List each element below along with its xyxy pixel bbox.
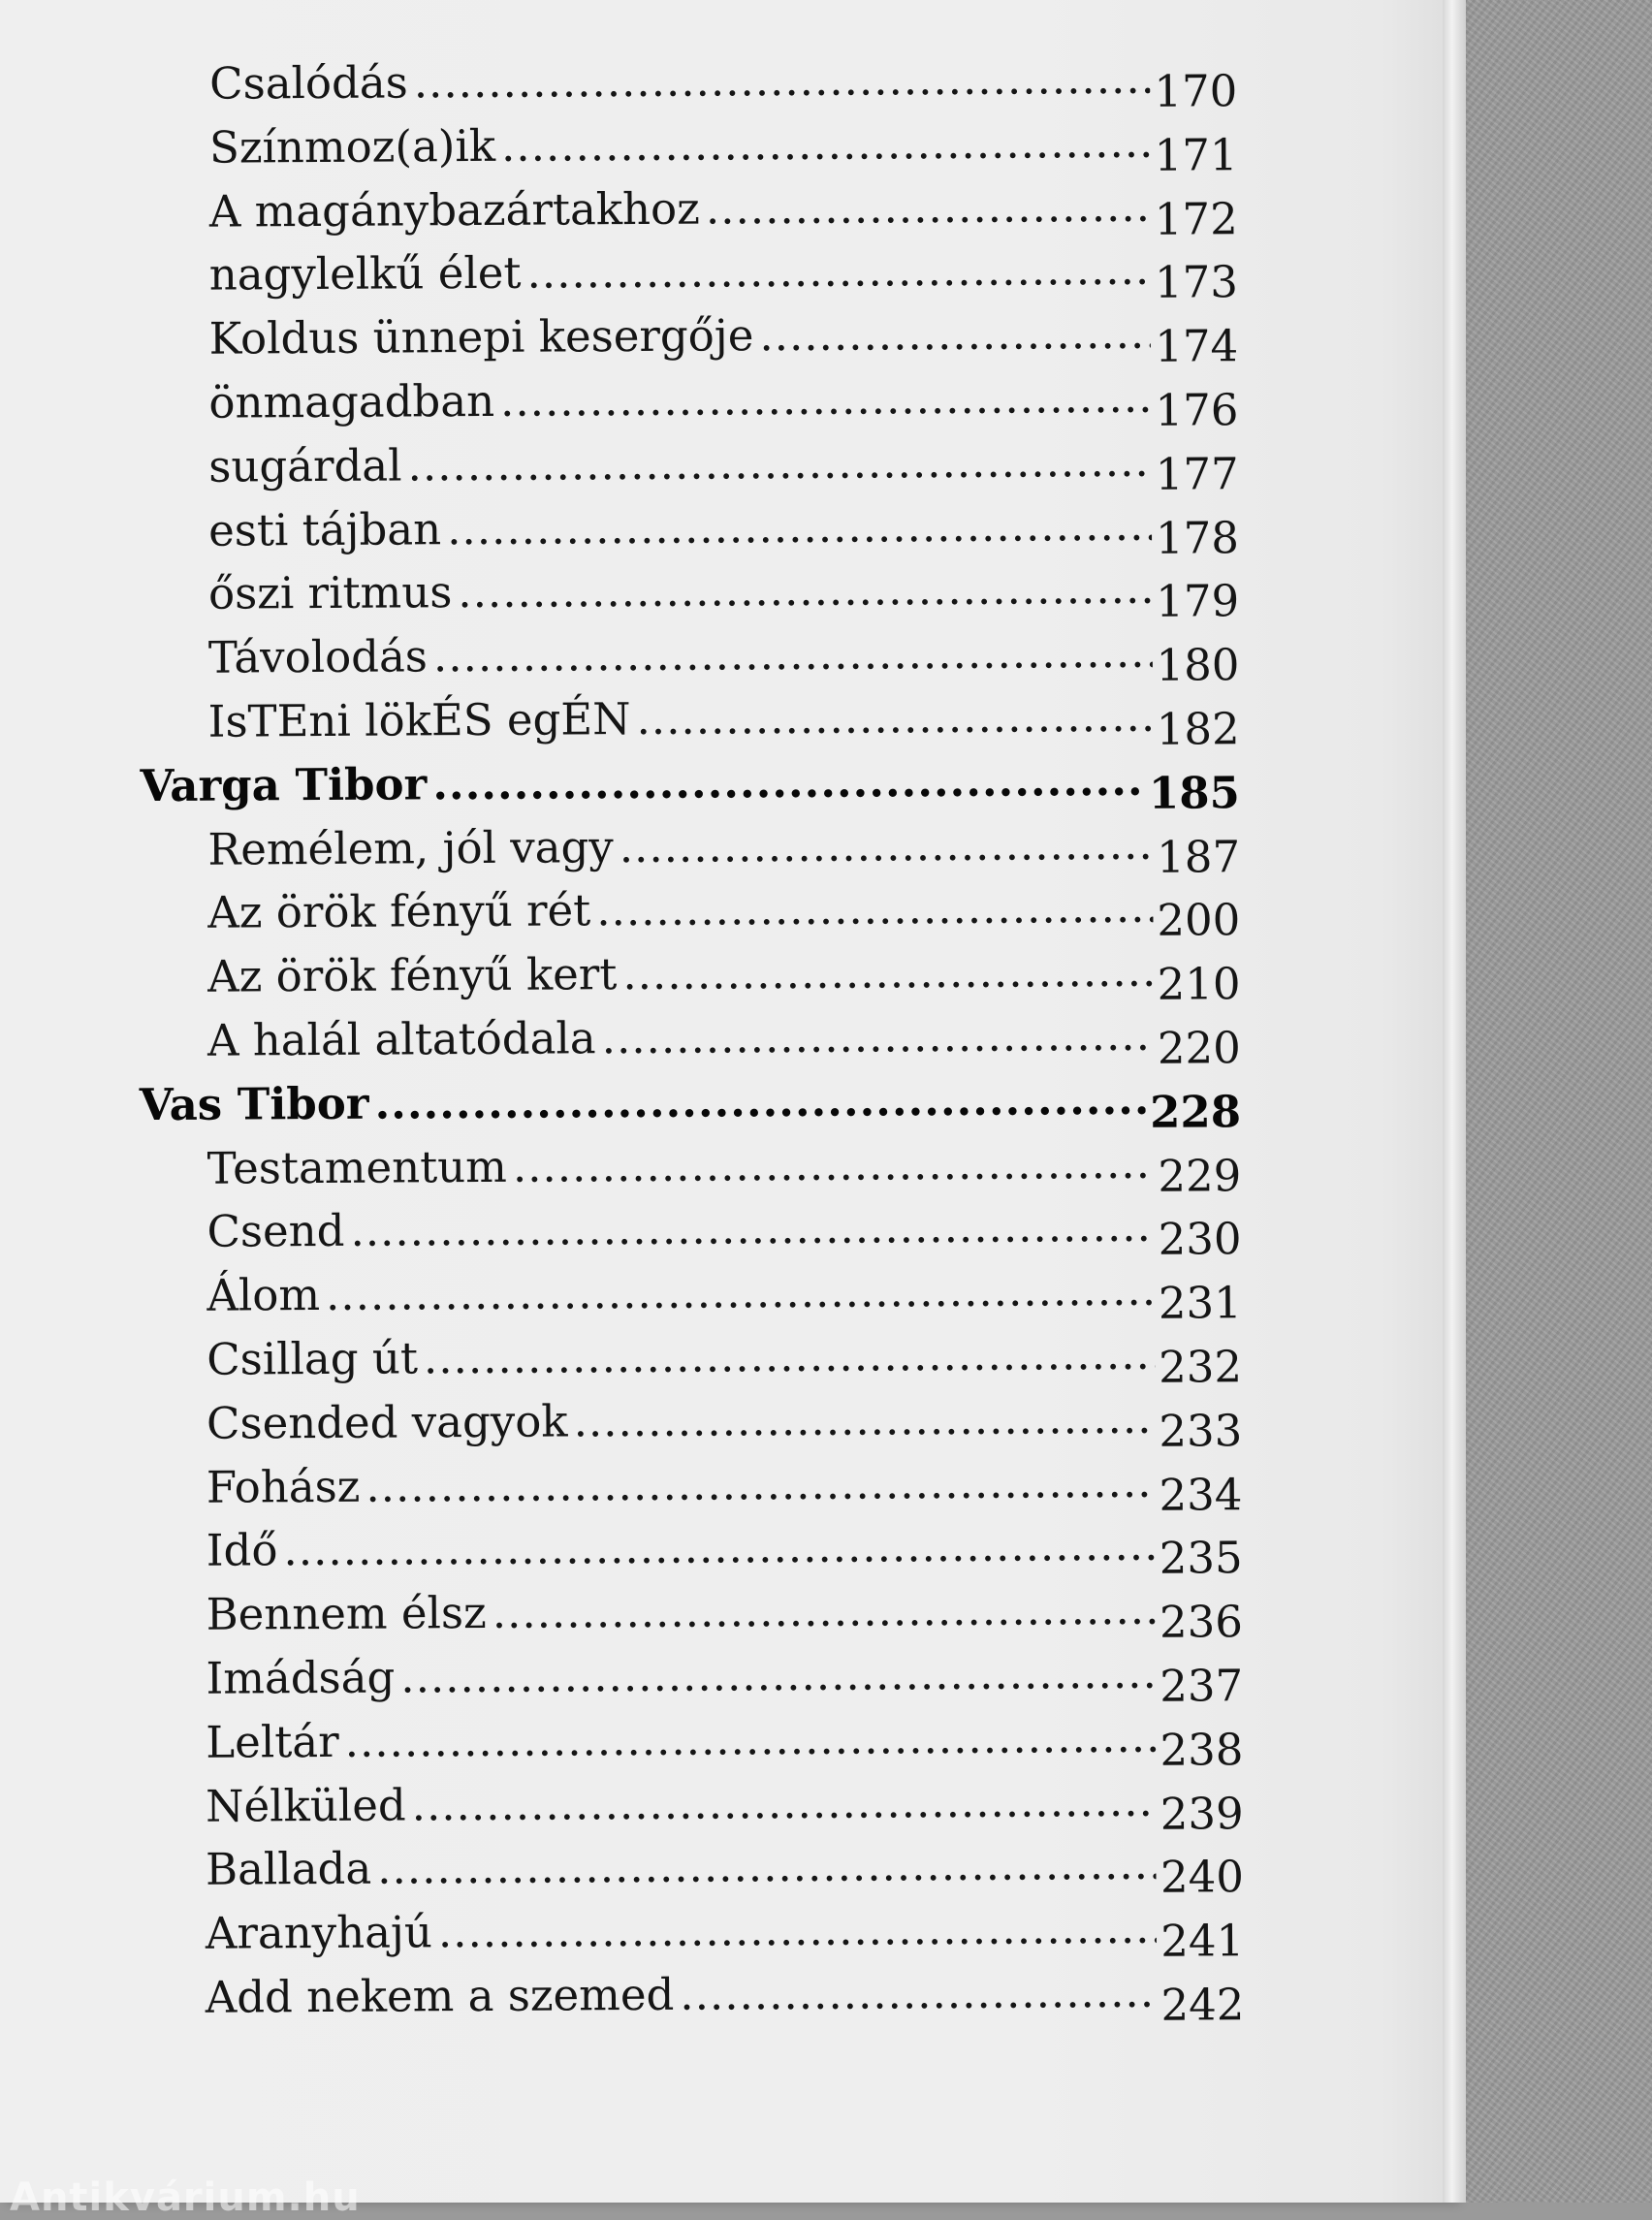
page-number: 170 (1154, 65, 1238, 117)
page-number: 242 (1160, 1979, 1245, 2031)
dot-leader (501, 111, 1151, 178)
poem-title: Csillag út (206, 1332, 419, 1385)
poem-title: önmagadban (208, 374, 495, 428)
dot-leader (411, 1768, 1156, 1836)
toc-entry (7, 1128, 1461, 1201)
page-number: 179 (1156, 575, 1240, 628)
dot-leader (326, 1258, 1155, 1327)
poem-title: Add nekem a szemed (205, 1968, 675, 2023)
poem-title: Csend (206, 1205, 345, 1258)
dot-leader (283, 1513, 1156, 1582)
dot-leader (500, 365, 1152, 433)
toc-entry (2, 428, 1456, 500)
page-number: 210 (1157, 958, 1241, 1010)
poem-title: Leltár (206, 1715, 339, 1768)
dot-leader (433, 620, 1153, 688)
dot-leader (365, 1449, 1155, 1518)
poem-title: esti tájban (207, 502, 442, 556)
poem-title: Bennem élsz (206, 1587, 487, 1640)
page-number: 177 (1155, 447, 1239, 500)
dot-leader (447, 492, 1152, 560)
toc-entry (8, 1384, 1462, 1457)
poem-title: nagylelkű élet (208, 247, 522, 301)
poem-title: Koldus ünnepi kesergője (208, 309, 754, 365)
poem-title: A magánybazártakhoz (208, 182, 701, 238)
poem-title: őszi ritmus (207, 566, 453, 620)
watermark: Antikvárium.hu (10, 2175, 361, 2220)
toc-entry (7, 1192, 1461, 1265)
poem-title: Imádság (206, 1651, 396, 1704)
toc-entry (6, 937, 1460, 1010)
toc-entry (10, 1575, 1464, 1648)
toc-entry (11, 1766, 1465, 1839)
page-number: 230 (1158, 1213, 1242, 1266)
dot-leader (601, 1003, 1154, 1070)
page-number: 239 (1160, 1787, 1244, 1840)
poem-title: Testamentum (206, 1140, 508, 1194)
page-number: 180 (1156, 639, 1240, 691)
toc-entry (2, 300, 1456, 372)
poem-title: sugárdal (208, 439, 402, 492)
dot-leader (458, 556, 1152, 624)
page-number: 231 (1158, 1277, 1242, 1329)
toc-entry (11, 1830, 1465, 1903)
poem-title: Ballada (205, 1843, 372, 1896)
page-number: 172 (1154, 192, 1238, 245)
toc-entry (1, 172, 1455, 244)
poem-title: A halál altatódala (206, 1012, 596, 1066)
poem-title: Csended vagyok (206, 1395, 568, 1449)
dot-leader (492, 1577, 1157, 1645)
poem-title: Az örök fényű rét (207, 884, 591, 939)
poem-title: Az örök fényű kert (206, 948, 618, 1002)
toc-entry (3, 555, 1457, 627)
dot-leader (438, 1896, 1158, 1964)
page-number: 174 (1155, 320, 1239, 372)
toc-entry (2, 364, 1456, 436)
poem-title: Távolodás (207, 630, 429, 683)
poem-title: Remélem, jól vagy (207, 820, 614, 875)
toc-entry (12, 1958, 1466, 2031)
dot-leader (424, 1322, 1155, 1390)
toc-author-entry (6, 1065, 1460, 1138)
dot-leader (350, 1194, 1154, 1263)
dot-leader (622, 939, 1154, 1006)
page-number: 233 (1159, 1404, 1243, 1457)
dot-leader (344, 1704, 1156, 1773)
toc-entry (12, 1894, 1466, 1967)
toc-entry (6, 1001, 1460, 1074)
page-number: 178 (1155, 511, 1240, 564)
dot-leader (759, 301, 1151, 367)
page-number: 238 (1160, 1723, 1244, 1776)
toc-entry (0, 45, 1454, 117)
page-number: 173 (1154, 256, 1239, 309)
dot-leader (407, 429, 1152, 497)
poem-title: Színmoz(a)ik (208, 119, 496, 174)
toc-author-entry (4, 746, 1458, 819)
author-name: Vas Tibor (139, 1077, 369, 1130)
poem-title: IsTEni lökÉS egÉN (207, 693, 631, 747)
toc-entry (9, 1511, 1463, 1584)
toc-entry (9, 1447, 1463, 1520)
dot-leader (573, 1385, 1155, 1452)
dot-leader (526, 238, 1151, 305)
poem-title: Nélküled (206, 1778, 406, 1832)
page-number: 220 (1157, 1022, 1241, 1074)
toc-entry (10, 1639, 1464, 1712)
toc-entry (0, 109, 1454, 181)
dot-leader (620, 811, 1154, 878)
page-number: 228 (1149, 1085, 1242, 1138)
author-name: Varga Tibor (140, 758, 428, 811)
dot-leader (377, 1832, 1157, 1901)
page-number: 171 (1154, 129, 1238, 181)
page-number: 232 (1158, 1341, 1243, 1393)
page-number: 187 (1157, 830, 1241, 883)
page-number: 200 (1157, 894, 1241, 947)
dot-leader (680, 1960, 1157, 2027)
dot-leader (513, 1130, 1155, 1198)
toc-entry (5, 873, 1459, 946)
table-of-contents (0, 45, 1466, 2031)
page-number: 236 (1159, 1596, 1244, 1648)
dot-leader (400, 1641, 1156, 1710)
page-number: 229 (1158, 1149, 1242, 1202)
poem-title: Aranyhajú (205, 1906, 433, 1959)
poem-title: Álom (206, 1269, 321, 1321)
poem-title: Csalódás (209, 56, 408, 110)
dot-leader (374, 1067, 1146, 1136)
page-number: 182 (1156, 703, 1240, 755)
toc-entry (8, 1320, 1462, 1393)
page-number: 176 (1155, 384, 1239, 436)
poem-title: Idő (206, 1524, 278, 1577)
poem-title: Fohász (206, 1460, 361, 1513)
page-number: 235 (1159, 1532, 1243, 1585)
page-number: 241 (1160, 1915, 1245, 1967)
toc-entry (5, 809, 1459, 882)
dot-leader (432, 748, 1145, 816)
page-number: 240 (1160, 1851, 1245, 1904)
toc-entry (10, 1703, 1464, 1776)
page-number: 237 (1160, 1660, 1244, 1712)
dot-leader (414, 47, 1151, 114)
toc-entry (4, 682, 1458, 755)
page-number: 234 (1159, 1468, 1243, 1521)
toc-entry (8, 1256, 1462, 1329)
toc-entry (1, 236, 1455, 308)
toc-entry (4, 618, 1458, 691)
dot-leader (596, 875, 1154, 942)
dot-leader (636, 684, 1153, 751)
page-number: 185 (1148, 766, 1241, 819)
dot-leader (706, 174, 1151, 240)
toc-entry (3, 491, 1457, 563)
